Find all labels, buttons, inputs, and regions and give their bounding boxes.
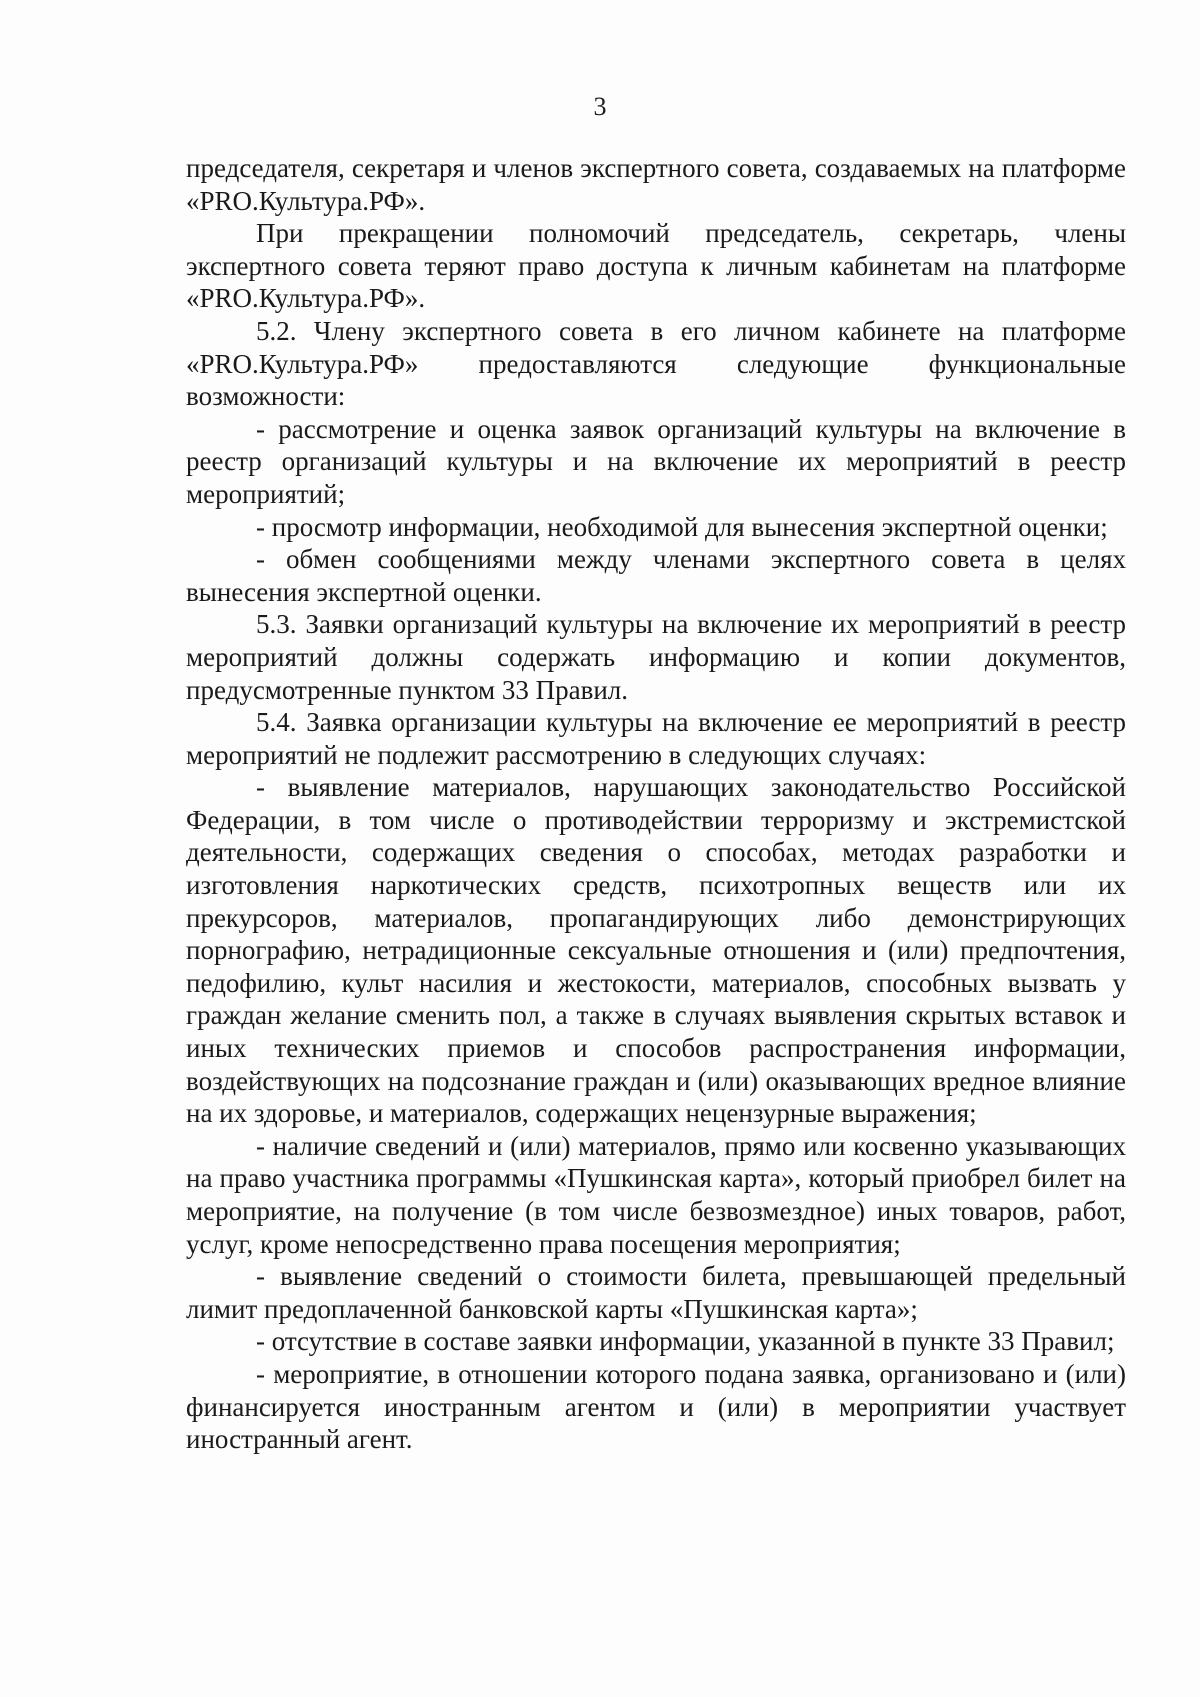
list-item: - мероприятие, в отношении которого подана заявка, организовано и (или) финансируется иностранным агентом и (или) в мероприятии участвует иностранный агент. [186,1358,1126,1455]
paragraph: 5.4. Заявка организации культуры на включение ее мероприятий в реестр мероприятий не подлежит рассмотрению в следующих случаях: [186,707,1126,770]
paragraph: 5.3. Заявки организаций культуры на включение их мероприятий в реестр мероприятий должны содержать информацию и копии документов, предусмотренные пунктом 33 Правил. [186,609,1126,705]
paragraph: 5.2. Члену экспертного совета в его личном кабинете на платформе «PRO.Культура.РФ» предоставляются следующие функциональные возможности: [186,315,1126,412]
page-number: 3 [593,92,607,121]
paragraph: При прекращении полномочий председатель, секретарь, члены экспертного совета теряют право доступа к личным кабинетам на платформе «PRO.Культура.РФ». [186,218,1126,314]
list-item: - рассмотрение и оценка заявок организаций культуры на включение в реестр организаций культуры и на включение их мероприятий в реестр мероприятий; [186,413,1126,509]
list-item: - просмотр информации, необходимой для вынесения экспертной оценки; [256,511,1108,542]
list-item: - наличие сведений и (или) материалов, прямо или косвенно указывающих на право участника программы «Пушкинская карта», который приобрел билет на мероприятие, на получение (в том числе безвозмездное) иных товаров, работ, услуг, кроме непосредственно права посещения мероприятия; [186,1130,1126,1259]
list-item: - выявление сведений о стоимости билета, превышающей предельный лимит предоплаченной банковской карты «Пушкинская карта»; [186,1261,1126,1324]
paragraph: председателя, секретаря и членов экспертного совета, создаваемых на платформе «PRO.Культура.РФ». [186,153,1126,216]
list-item: - обмен сообщениями между членами экспертного совета в целях вынесения экспертной оценки. [186,544,1126,607]
document-body [186,152,1126,1456]
list-item: - отсутствие в составе заявки информации, указанной в пункте 33 Правил; [256,1326,1115,1357]
list-item: - выявление материалов, нарушающих законодательство Российской Федерации, в том числе о противодействии терроризму и экстремистской деятельности, содержащих сведения о способах, методах разработки и изготовления наркотических средств, психотропных веществ или их прекурсоров, материалов, пропагандирующих либо демонстрирующих порнографию, нетрадиционные сексуальные отношения и (или) предпочтения, педофилию, культ насилия и жестокости, материалов, способных вызвать у граждан желание сменить пол, а также в случаях выявления скрытых вставок и иных технических приемов и способов распространения информации, воздействующих на подсознание граждан и (или) оказывающих вредное влияние на их здоровье, и материалов, содержащих нецензурные выражения; [186,772,1126,1129]
